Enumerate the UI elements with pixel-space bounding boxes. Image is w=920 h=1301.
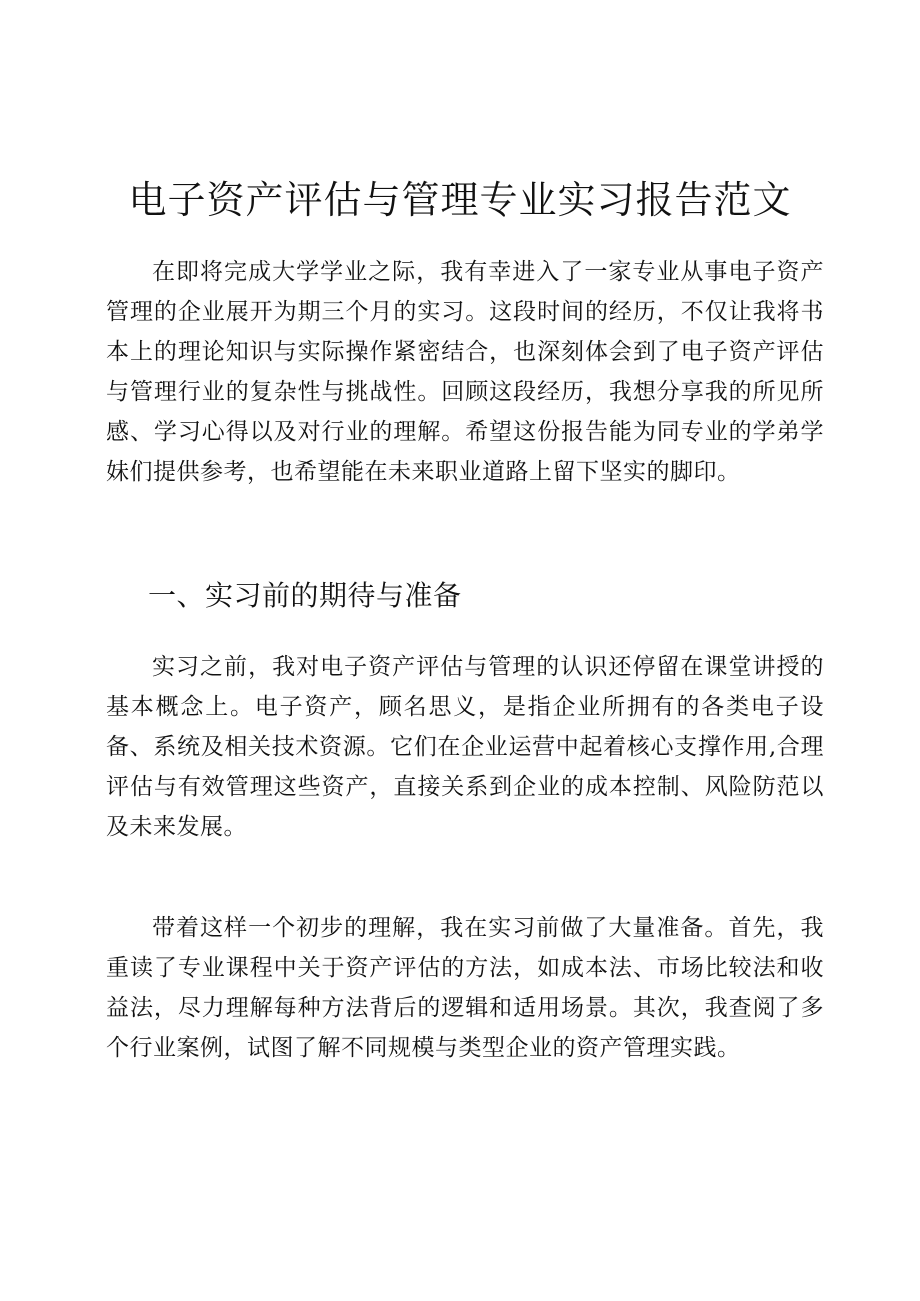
document-title: 电子资产评估与管理专业实习报告范文 (128, 178, 792, 222)
section-paragraph-1: 实习之前，我对电子资产评估与管理的认识还停留在课堂讲授的基本概念上。电子资产，顾名思义，是指企业所拥有的各类电子设备、系统及相关技术资源。它们在企业运营中起着核心支撑作用,合理评估与有效管理这些资产，直接关系到企业的成本控制、风险防范以及未来发展。 (106, 654, 824, 840)
section-paragraph-2: 带着这样一个初步的理解，我在实习前做了大量准备。首先，我重读了专业课程中关于资产评估的方法，如成本法、市场比较法和收益法，尽力理解每种方法背后的逻辑和适用场景。其次，我查阅了多个行业案例，试图了解不同规模与类型企业的资产管理实践。 (106, 915, 824, 1061)
intro-paragraph: 在即将完成大学学业之际，我有幸进入了一家专业从事电子资产管理的企业展开为期三个月的实习。这段时间的经历，不仅让我将书本上的理论知识与实际操作紧密结合，也深刻体会到了电子资产评估与管理行业的复杂性与挑战性。回顾这段经历，我想分享我的所见所感、学习心得以及对行业的理解。希望这份报告能为同专业的学弟学妹们提供参考，也希望能在未来职业道路上留下坚实的脚印。 (106, 259, 824, 485)
section-heading: 一、实习前的期待与准备 (148, 579, 462, 612)
